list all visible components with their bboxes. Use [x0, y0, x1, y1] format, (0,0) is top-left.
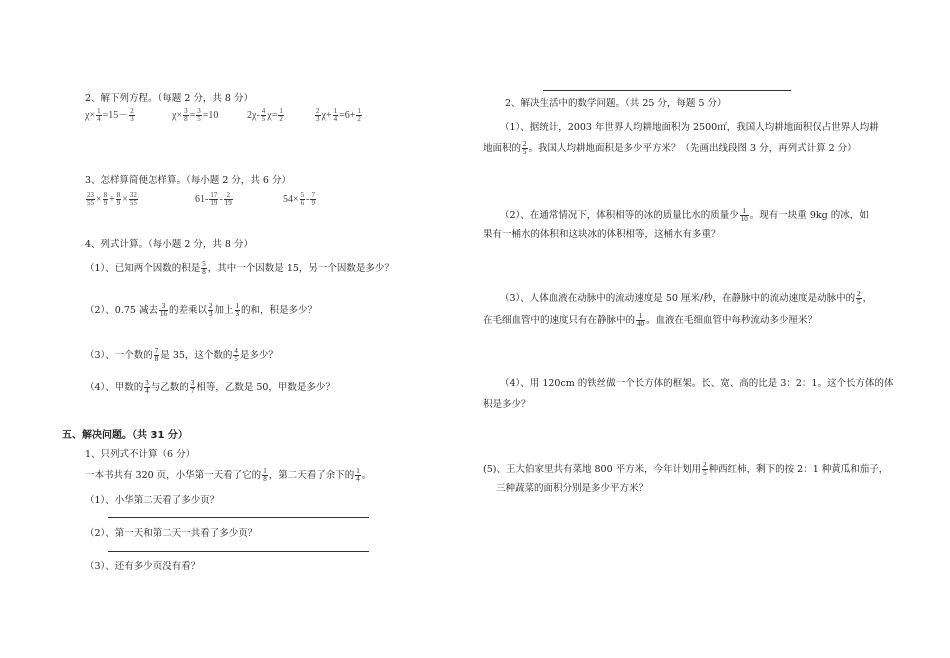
- problem-3-line-2: 在毛细血管中的速度只有在静脉中的 $\frac{1}{40}$ 。血液在毛细血管中每秒流动多少厘米？: [483, 312, 818, 328]
- problem-1-line-1: （1）、据统计，2003 年世界人均耕地面积为 2500㎡，我国人均耕地面积仅占世界人均耕: [500, 122, 879, 133]
- problem-2-line-1: （2）、在通常情况下，体积相等的冰的质量比水的质量少 $\frac{1}{10}$ 。现有一块重 9kg 的冰，如: [500, 207, 869, 223]
- equation-2: χ× $\frac{3}{8}$ = $\frac{3}{5}$ =10: [172, 107, 219, 123]
- sec3-heading: 3、怎样算简便怎样算。（每小题 2 分，共 6 分）: [85, 175, 291, 186]
- sec4-question-3: （3）、一个数的 $\frac{7}{8}$ 是 35，这个数的 $\frac{4}{5}$ 是多少？: [85, 347, 278, 363]
- sec4-question-1: （1）、已知两个因数的积是 $\frac{5}{8}$ ，其中一个因数是 15，另一个因数是多少？: [85, 260, 394, 276]
- simplify-expr-3: 54× $\frac{5}{6}$ - $\frac{7}{9}$: [283, 191, 315, 207]
- equation-3: 2χ- $\frac{4}{5}$ χ= $\frac{1}{2}$: [247, 107, 283, 123]
- simplify-expr-1: $\frac{23}{55}$ × $\frac{8}{9}$ + $\frac{8}{9}$ × $\frac{32}{55}$: [87, 191, 137, 207]
- problem-2-line-2: 果有一桶水的体积和这块冰的体积相等，这桶水有多重？: [483, 229, 721, 240]
- sec5-question-1: （1）、小华第二天看了多少页？: [85, 495, 220, 506]
- sec5-question-2: （2）、第一天和第二天一共看了多少页？: [85, 528, 258, 539]
- sec5-question-3: （3）、还有多少页没有看？: [85, 561, 201, 572]
- answer-line-1: [108, 517, 369, 518]
- sec2-heading: 2、解下列方程。（每题 2 分，共 8 分）: [85, 93, 253, 104]
- right-heading: 2、解决生活中的数学问题。（共 25 分，每题 5 分）: [505, 98, 727, 109]
- sec4-question-4: （4）、甲数的 $\frac{3}{4}$ 与乙数的 $\frac{3}{7}$ 相等，乙数是 50，甲数是多少？: [85, 379, 335, 395]
- simplify-expr-2: 61- $\frac{17}{19}$ - $\frac{2}{19}$: [195, 191, 232, 207]
- answer-line-2: [108, 551, 369, 552]
- sec4-question-2: （2）、0.75 减去 $\frac{3}{16}$ 的差乘以 $\frac{2}{3}$ 加上 $\frac{1}{3}$ 的和，积是多少？: [85, 302, 318, 318]
- problem-1-line-2: 地面积的 $\frac{2}{5}$ 。我国人均耕地面积是多少平方米？（先画出线段图 3 分，再列式计算 2 分）: [483, 140, 857, 156]
- problem-4-line-1: （4）、用 120cm 的铁丝做一个长方体的框架。长、宽、高的比是 3：2：1。这个长方体的体: [500, 378, 894, 389]
- sec5-heading: 五、解决问题。（共 31 分）: [62, 430, 188, 441]
- problem-4-line-2: 积是多少？: [483, 399, 531, 410]
- problem-5-line-2: 三种蔬菜的面积分别是多少平方米？: [496, 483, 649, 494]
- problem-5-line-1: (5)、王大伯家里共有菜地 800 平方米，今年计划用 $\frac{2}{5}$ 种西红柿，剩下的按 2：1 种黄瓜和茄子，: [483, 461, 889, 477]
- problem-3-line-1: （3）、人体血液在动脉中的流动速度是 50 厘米/秒，在静脉中的流动速度是动脉中的 $\frac{2}{5}$ ，: [500, 290, 873, 306]
- equation-1: χ× $\frac{1}{4}$ =15－ $\frac{2}{3}$: [85, 107, 134, 123]
- sec5-sub-heading: 1、只列式不计算（6 分）: [85, 449, 196, 460]
- sec4-heading: 4、列式计算。（每小题 2 分，共 8 分）: [85, 239, 253, 250]
- sec5-problem-stem: 一本书共有 320 页，小华第一天看了它的 $\frac{1}{8}$ ，第二天看了余下的 $\frac{1}{4}$ 。: [85, 467, 372, 483]
- equation-4: $\frac{2}{3}$ χ+ $\frac{1}{4}$ =6+ $\frac{1}{2}$: [316, 107, 361, 123]
- top-divider-line: [543, 90, 791, 91]
